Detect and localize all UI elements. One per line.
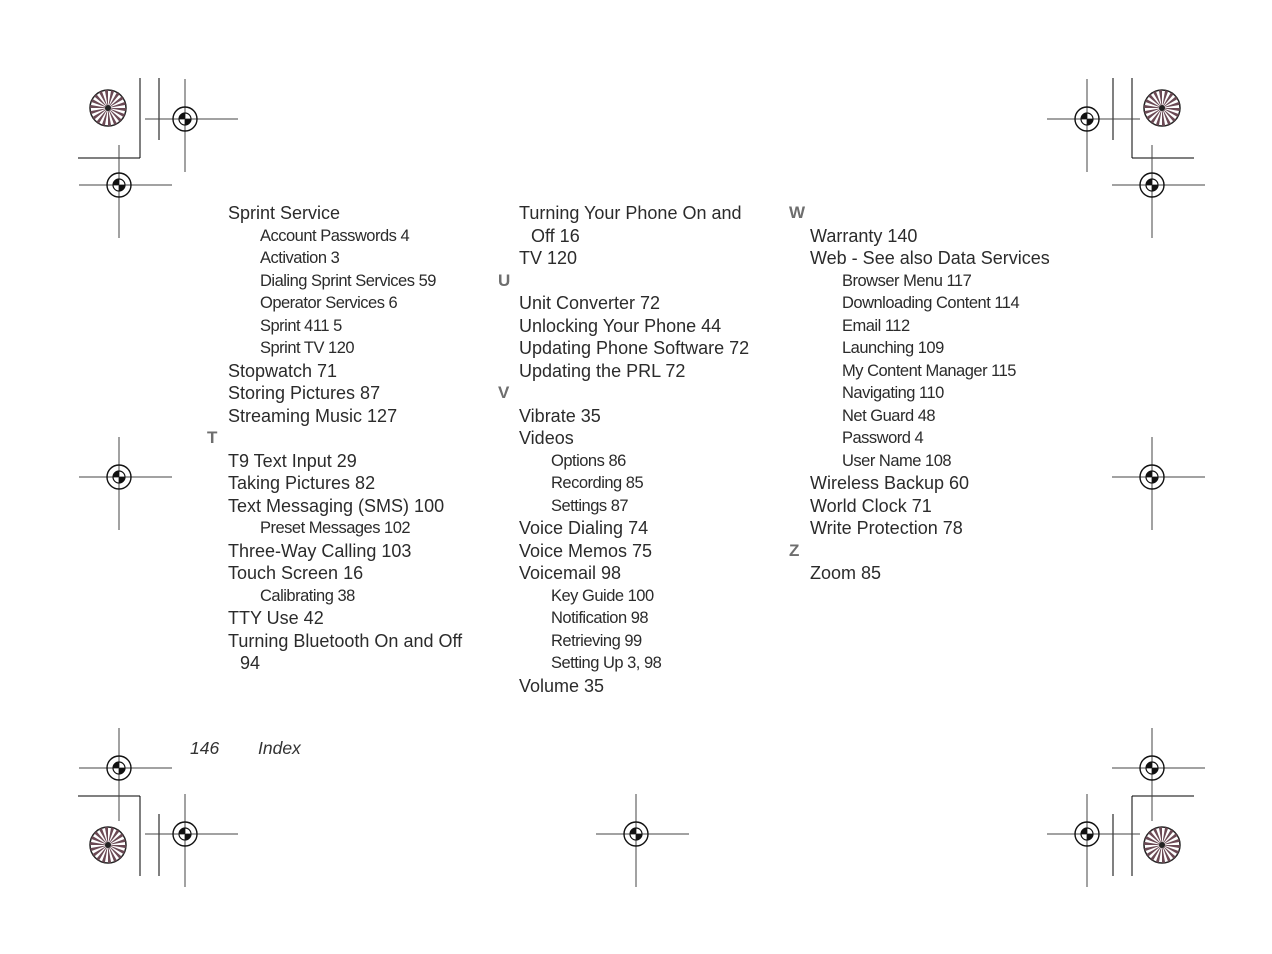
index-subentry: Downloading Content 114 — [842, 294, 1020, 312]
index-entry: Updating Phone Software 72 — [519, 338, 750, 358]
index-entry: Turning Bluetooth On and Off — [228, 630, 463, 651]
index-entry: Warranty 140 — [810, 225, 918, 246]
index-subentry: Browser Menu 117 — [842, 271, 972, 290]
index-entry: Off 16 — [531, 225, 580, 246]
index-subentry: Key Guide 100 — [551, 586, 654, 605]
index-letter-heading: U — [498, 270, 511, 290]
index-entry: Voice Memos 75 — [519, 540, 653, 561]
index-entry: 94 — [240, 653, 261, 673]
index-entry: Voice Dialing 74 — [519, 518, 649, 538]
index-subentry: Email 112 — [842, 316, 910, 335]
index-column-1 — [205, 202, 475, 675]
index-entry: Unlocking Your Phone 44 — [519, 315, 722, 336]
index-entry: Text Messaging (SMS) 100 — [228, 495, 445, 516]
index-subentry: My Content Manager 115 — [842, 361, 1016, 380]
index-entry: Three-Way Calling 103 — [228, 540, 412, 561]
index-letter-heading: Z — [789, 540, 800, 560]
index-entry: Touch Screen 16 — [228, 563, 364, 583]
index-subentry: Recording 85 — [551, 474, 644, 492]
index-entry: Volume 35 — [519, 675, 605, 696]
index-entry: Streaming Music 127 — [228, 405, 398, 426]
index-subentry: Dialing Sprint Services 59 — [260, 271, 436, 290]
index-subentry: Sprint TV 120 — [260, 339, 355, 357]
index-entry: Turning Your Phone On and — [519, 203, 742, 223]
index-entry: Stopwatch 71 — [228, 360, 338, 381]
index-entry: Voicemail 98 — [519, 563, 622, 583]
index-subentry: Retrieving 99 — [551, 631, 642, 650]
index-subentry: Activation 3 — [260, 249, 340, 267]
index-subentry: Password 4 — [842, 429, 924, 447]
index-entry: Vibrate 35 — [519, 405, 601, 426]
index-entry: Taking Pictures 82 — [228, 473, 376, 493]
index-entry: Updating the PRL 72 — [519, 360, 686, 381]
index-entry: Web - See also Data Services — [810, 248, 1050, 268]
index-entry: Wireless Backup 60 — [810, 473, 970, 493]
index-subentry: Calibrating 38 — [260, 586, 355, 605]
index-entry: Unit Converter 72 — [519, 293, 661, 313]
index-entry: Zoom 85 — [810, 563, 882, 583]
index-subentry: Setting Up 3, 98 — [551, 654, 662, 672]
page-number: 146 — [190, 738, 220, 758]
index-letter-heading: T — [207, 428, 218, 447]
index-entry: TTY Use 42 — [228, 608, 324, 628]
index-subentry: Navigating 110 — [842, 384, 944, 402]
index-entry: World Clock 71 — [810, 495, 932, 516]
index-entry: Write Protection 78 — [810, 518, 963, 538]
index-entry: Videos — [519, 428, 574, 448]
index-subentry: User Name 108 — [842, 451, 952, 470]
index-letter-heading: V — [498, 383, 510, 402]
index-letter-heading: W — [789, 203, 806, 222]
index-column-2 — [496, 202, 766, 697]
index-entry: T9 Text Input 29 — [228, 450, 357, 471]
index-column-3 — [787, 202, 1087, 585]
index-subentry: Sprint 411 5 — [260, 316, 342, 335]
index-subentry: Notification 98 — [551, 609, 649, 627]
index-entry: Storing Pictures 87 — [228, 383, 381, 403]
index-subentry: Options 86 — [551, 451, 626, 470]
index-subentry: Preset Messages 102 — [260, 519, 411, 537]
index-subentry: Launching 109 — [842, 339, 944, 357]
index-subentry: Settings 87 — [551, 496, 629, 515]
index-subentry: Net Guard 48 — [842, 406, 936, 425]
index-entry: Sprint Service — [228, 203, 341, 223]
index-entry: TV 120 — [519, 248, 578, 268]
index-subentry: Operator Services 6 — [260, 294, 398, 312]
index-subentry: Account Passwords 4 — [260, 226, 410, 245]
section-title: Index — [258, 738, 301, 758]
